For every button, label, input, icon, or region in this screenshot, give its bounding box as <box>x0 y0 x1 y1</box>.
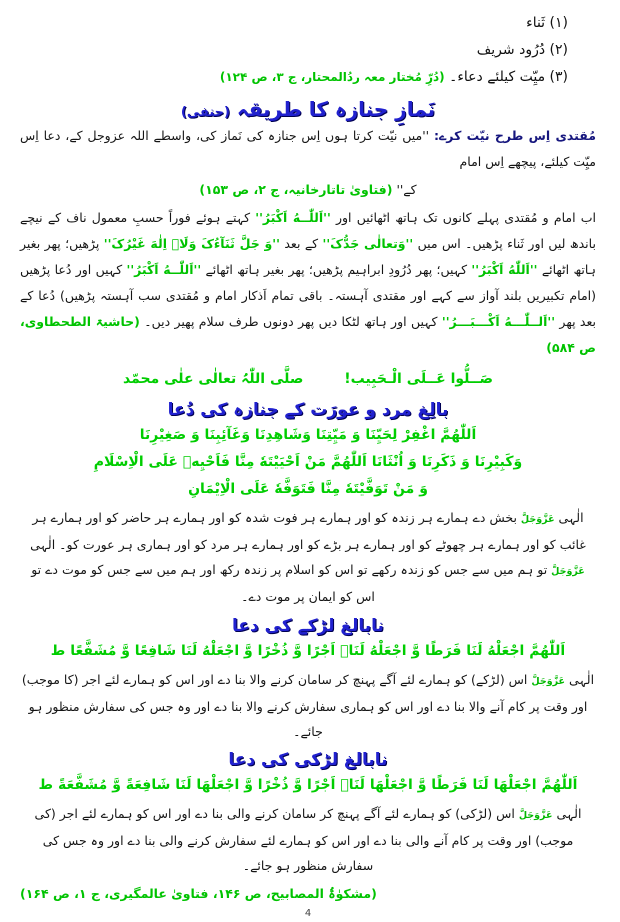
translation-run: بخش دے ہمارے ہر زندہ کو اور ہمارے ہر فوت شدہ کو اور ہمارے ہر حاضر کو اور ہمارے ہر غائب کو اور ہمارے ہر چھوٹے کو اور ہمارے ہر بڑے کو اور ہمارے ہر مرد کو اور ہماری ہر عورت کو۔ الٰہی <box>30 510 586 552</box>
takbeer-phrase: ''اَلــلّٰـــهُ اَکْـــبَـــرُ'' <box>441 314 556 329</box>
page-number: 4 <box>304 908 312 919</box>
adult-dua-arabic-line-1: اَللّٰهُمَّ اغْفِرْ لِحَیِّنَا وَ مَیِّتِنَا وَشَاهِدِنَا وَغَآئِبِنَا وَ صَغِیْرِنَا <box>139 427 477 443</box>
translation-run: اس (لڑکے) کو ہمارے لئے آگے پہنچ کر سامان کرنے والا بنا دے اور اس کو ہمارے لئے اجر (کا موجب) اور وقت پر کام آنے والا بنا دے اور اس کو ہماری سفارش کرنے والا بنا دے اور وہ جس کی سفارش منظور ہو جائے۔ <box>21 672 588 739</box>
takbeer-phrase: ''اَللّٰهُ اَکْبَرُ'' <box>471 262 538 277</box>
azzawajal-mark: عَزَّوَجَلَّ <box>531 676 566 687</box>
girl-dua-arabic: اَللّٰهُمَّ اجْعَلْهَا لَنَا فَرَطًا وَّ اجْعَلْهَا لَنَاۤ اَجْرًا وَّ ذُخْرًا وَّ اجْعَلْهَا لَنَا شَافِعَةً وَّ مُشَفَّعَةً ط <box>38 777 578 793</box>
hanafi-note: (حنفی) <box>180 105 230 120</box>
procedure-run: کہیں؛ پھر دُرُودِ ابراہیم پڑھیں؛ پھر بغیر ہاتھ اٹھائے <box>205 262 468 277</box>
intro-item-3-citation: (دُرِّ مُختار معہ ردُالمحتار، ج ۳، ص ۱۲۴) <box>219 70 445 84</box>
intro-item-2-text: (۲) دُرُود شریف <box>476 42 568 58</box>
salawat-line <box>20 365 596 393</box>
adult-dua-arabic-line-2: وَكَبِیْرِنَا وَ ذَكَرِنَا وَ اُنْثَانَا اَللّٰهُمَّ مَنْ اَحْیَیْتَهٗ مِنَّا فَاَحْیِهٖ عَلَی الْاِسْلَامِ <box>93 454 523 470</box>
azzawajal-mark: عَزَّوَجَلَّ <box>520 514 555 525</box>
translation-run: اس (لڑکی) کو ہمارے لئے آگے پہنچ کر سامان کرنے والی بنا دے اور اس کو ہمارے لئے اجر (کی موجب) اور وقت پر کام آنے والی بنا دے اور اس کو ہمارے لئے سفارش کرنے والی بنا دے اور وہ جس کی سفارش منظور ہو جائے۔ <box>34 806 574 873</box>
procedure-run: پڑھیں؛ پھر بغیر ہاتھ اٹھائے <box>20 236 596 277</box>
main-heading-title: نَمازِ جنازہ کا طریقہ <box>236 97 436 121</box>
niyyat-paragraph <box>20 123 596 175</box>
translation-run: الٰہی <box>556 806 582 821</box>
niyyat-body: ''میں نیّت کرتا ہوں اِس جنازہ کی نَماز کی، واسطے اللہ عزوجل کے، دعا اِس میِّت کیلئے، پیچھے اِس امام <box>20 128 596 169</box>
boy-dua-heading: نابالغ لڑکے کی دعا <box>232 616 384 636</box>
procedure-run: اب امام و مُقتدی پہلے کانوں تک ہاتھ اٹھائیں اور <box>335 210 596 225</box>
translation-run: تو ہم میں سے جس کو زندہ رکھے تو اس کو اسلام پر زندہ رکھ اور ہم میں سے جس کو موت دے تو اس کو ایمان پر موت دے۔ <box>31 562 548 604</box>
procedure-run: کہتے ہوئے فوراً حسبِ معمول ناف کے نیچے باندھ لیں اور ثَناء پڑھیں۔ اس میں <box>20 210 596 251</box>
adult-dua-translation <box>20 505 596 609</box>
main-heading <box>20 97 596 121</box>
intro-list-item-2 <box>20 37 568 64</box>
boy-dua-translation <box>20 667 596 744</box>
salawat-response: صلَّی اللّٰہُ تعالٰی علٰی محمّد <box>123 371 304 387</box>
azzawajal-mark: عَزَّوَجَلَّ <box>518 810 553 821</box>
intro-list <box>20 10 568 91</box>
sana-addition-phrase: ''وَ جَلَّ ثَنَآءُکَ وَلَاۤ اِلٰهَ غَیْرُکَ'' <box>103 236 280 251</box>
niyyat-tail-line <box>20 177 596 203</box>
niyyat-tail: کے'' <box>396 182 417 197</box>
girl-dua-heading: نابالغ لڑکی کی دعا <box>228 750 388 770</box>
salawat-call: صَــلُّوا عَــلَی الْـحَبِیب! <box>344 371 493 387</box>
procedure-run: کے بعد <box>284 236 319 251</box>
boy-dua-arabic: اَللّٰهُمَّ اجْعَلْهُ لَنَا فَرَطًا وَّ اجْعَلْهُ لَنَاۤ اَجْرًا وَّ ذُخْرًا وَّ اجْعَلْهُ لَنَا شَافِعًا وَّ مُشَفَّعًا ط <box>50 643 566 659</box>
procedure-citation: (حاشیۃ الطحطاوی، ص ۵۸۴) <box>20 314 596 355</box>
adult-dua-heading: بالِغ مرد و عورَت کے جنازہ کی دُعا <box>167 400 449 420</box>
takbeer-phrase: ''اَللّٰــهُ اَکْبَرُ'' <box>126 262 202 277</box>
sana-phrase: ''وَتعالٰی جَدُّکَ'' <box>322 236 414 251</box>
girl-dua-translation <box>20 801 596 878</box>
translation-run: الٰہی <box>569 672 595 687</box>
adult-dua-arabic-line-3: وَ مَنْ تَوَفَّیْتَهٗ مِنَّا فَتَوَفَّهٗ عَلَی الْاِیْمَانِ <box>188 481 428 497</box>
procedure-run: کہیں اور ہاتھ لٹکا دیں پھر دونوں طرف سلام پھیر دیں۔ <box>144 314 438 329</box>
procedure-run: کہیں اور دُعا پڑھیں (امام تکبیریں بلند آواز سے کہے اور مقتدی آہستہ۔ باقی تمام اَذکار امام و مُقتدی سب آہستہ پڑھیں) دُعا کے بعد پھر <box>20 262 596 329</box>
niyyat-lead: مُقتدی اِس طرح نیّت کرے: <box>433 128 596 143</box>
intro-list-item-1 <box>20 10 568 37</box>
azzawajal-mark: عَزَّوَجَلَّ <box>551 566 585 577</box>
intro-item-1-text: (۱) ثَناء <box>526 15 568 31</box>
intro-item-3-text: (۳) میِّت کیلئے دعاء۔ <box>449 69 568 85</box>
translation-run: الٰہی <box>558 510 584 525</box>
footer-citation: (مشکوٰۃُ المصابیح، ص ۱۴۶، فتاویٰ عالمگیری، ج ۱، ص ۱۶۴) <box>20 886 377 901</box>
niyyat-citation: (فتاویٰ تاتارخانیہ، ج ۲، ص ۱۵۳) <box>199 182 393 197</box>
footer-citation-line <box>20 882 596 906</box>
takbeer-phrase: ''اَللّٰــهُ اَکْبَرُ'' <box>255 210 331 225</box>
intro-list-item-3 <box>20 64 568 91</box>
procedure-paragraph <box>20 205 596 361</box>
